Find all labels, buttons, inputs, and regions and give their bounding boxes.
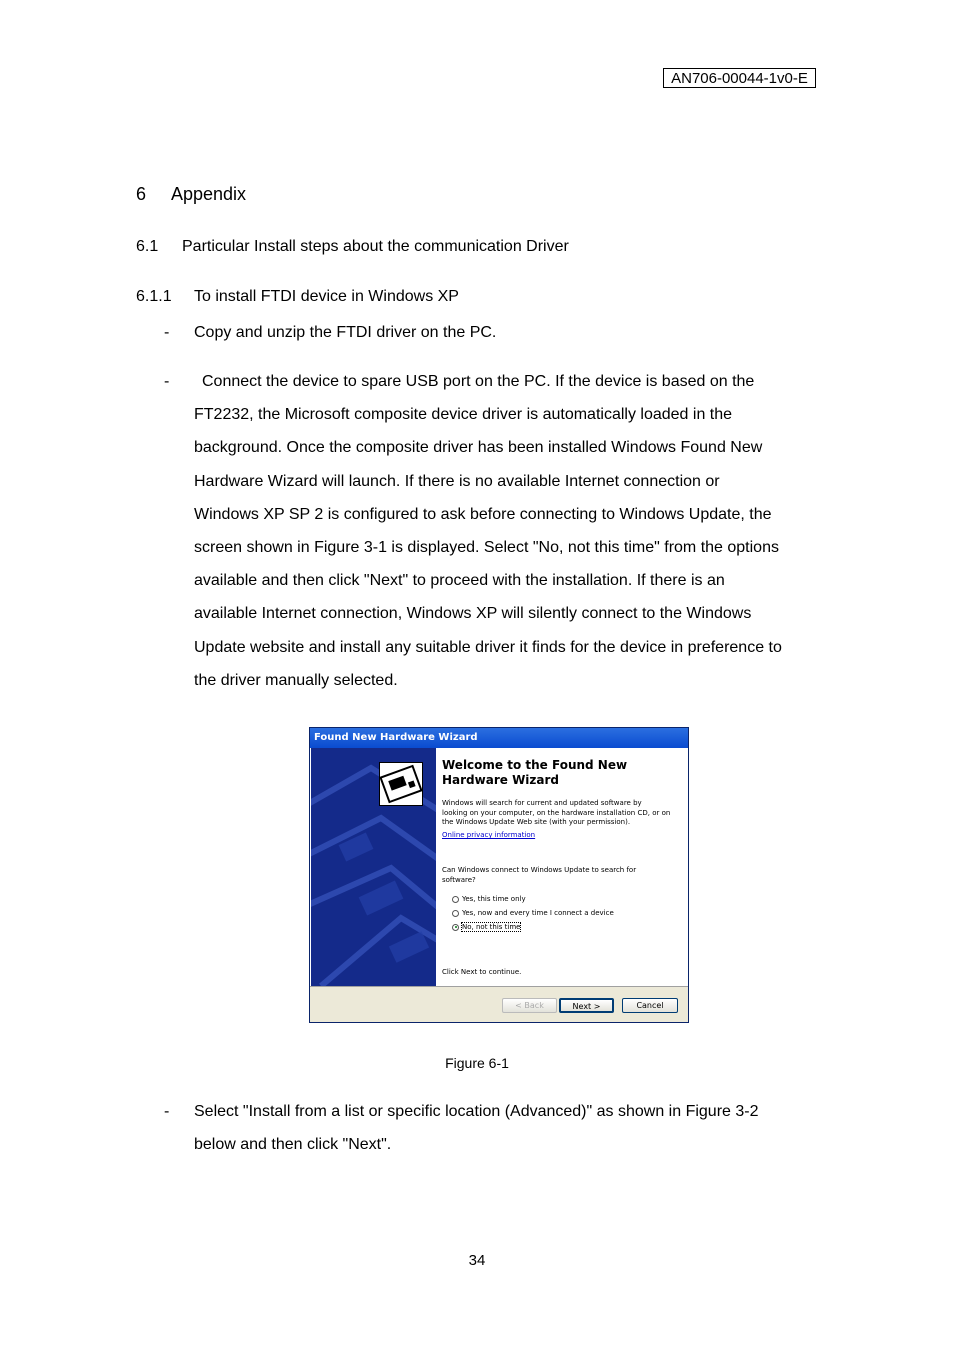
radio-option-yes-every-time[interactable] <box>452 908 682 918</box>
page-number: 34 <box>468 1252 486 1269</box>
paragraph-line: Windows XP SP 2 is configured to ask before connecting to Windows Update, the <box>194 505 772 523</box>
bullet-paragraph <box>194 1095 824 1161</box>
subsubsection-title: To install FTDI device in Windows XP <box>194 288 459 305</box>
privacy-link-wrap <box>442 831 678 841</box>
wizard-intro <box>442 799 678 828</box>
paragraph-line: Connect the device to spare USB port on the PC. If the device is based on the <box>202 373 755 390</box>
continue-text: Click Next to continue. <box>442 968 522 976</box>
intro-line: the Windows Update Web site (with your permission). <box>442 818 631 826</box>
bullet-dash: - <box>164 373 170 390</box>
paragraph-line: screen shown in Figure 3-1 is displayed. Select "No, not this time" from the options <box>194 539 779 557</box>
bullet-paragraph <box>194 365 824 697</box>
radio-label: No, not this time <box>462 923 521 931</box>
section-number: 6 <box>136 184 147 204</box>
paragraph-line: available and then click "Next" to proceed with the installation. If there is an <box>194 572 725 590</box>
bullet-dash: - <box>164 324 170 341</box>
subsubsection-number: 6.1.1 <box>136 288 172 305</box>
radio-button-icon <box>452 896 459 903</box>
paragraph-line: Update website and install any suitable driver it finds for the device in preference to <box>194 638 782 656</box>
back-button[interactable]: < Back <box>502 998 557 1013</box>
section-title: Appendix <box>171 184 247 204</box>
cancel-button[interactable]: Cancel <box>622 998 678 1013</box>
online-privacy-link[interactable]: Online privacy information <box>442 831 536 839</box>
bullet-dash: - <box>164 1103 170 1120</box>
wizard-heading-line: Welcome to the Found New <box>442 758 628 772</box>
subsection-number: 6.1 <box>136 238 159 255</box>
radio-label: Yes, now and every time I connect a device <box>462 909 614 917</box>
hardware-icon <box>379 762 423 806</box>
question-line: software? <box>442 875 476 884</box>
bullet-text: Copy and unzip the FTDI driver on the PC. <box>194 324 497 341</box>
question-line: Can Windows connect to Windows Update to search for <box>442 866 637 874</box>
wizard-heading <box>442 758 672 788</box>
paragraph-line: Hardware Wizard will launch. If there is no available Internet connection or <box>194 472 720 490</box>
wizard-content <box>436 748 688 986</box>
radio-button-selected-icon <box>452 924 459 931</box>
hardware-icon-graphic <box>380 763 422 805</box>
intro-line: looking on your computer, on the hardware installation CD, or on <box>442 808 671 817</box>
paragraph-line: below and then click "Next". <box>194 1136 392 1154</box>
radio-button-icon <box>452 910 459 917</box>
wizard-side-panel <box>311 748 436 986</box>
document-id: AN706-00044-1v0-E <box>663 68 816 88</box>
paragraph-line: available Internet connection, Windows XP will silently connect to the Windows <box>194 605 752 623</box>
radio-option-yes-this-time[interactable] <box>452 894 682 904</box>
wizard-question <box>442 866 678 885</box>
paragraph-line: FT2232, the Microsoft composite device driver is automatically loaded in the <box>194 406 733 424</box>
intro-line: Windows will search for current and updated software by <box>442 799 642 807</box>
radio-option-no-not-this-time[interactable] <box>452 922 682 932</box>
wizard-button-bar <box>310 986 688 1023</box>
radio-label: Yes, this time only <box>462 895 526 903</box>
paragraph-line: the driver manually selected. <box>194 671 398 689</box>
dialog-title-bar: Found New Hardware Wizard <box>310 728 688 748</box>
next-button[interactable]: Next > <box>559 998 614 1013</box>
subsection-title: Particular Install steps about the communication Driver <box>182 238 569 255</box>
wizard-heading-line: Hardware Wizard <box>442 773 560 787</box>
paragraph-line: background. Once the composite driver has been installed Windows Found New <box>194 439 763 457</box>
paragraph-line: Select "Install from a list or specific location (Advanced)" as shown in Figure 3-2 <box>194 1103 759 1120</box>
found-new-hardware-wizard-dialog <box>309 727 689 1023</box>
figure-caption: Figure 6-1 <box>445 1055 509 1071</box>
